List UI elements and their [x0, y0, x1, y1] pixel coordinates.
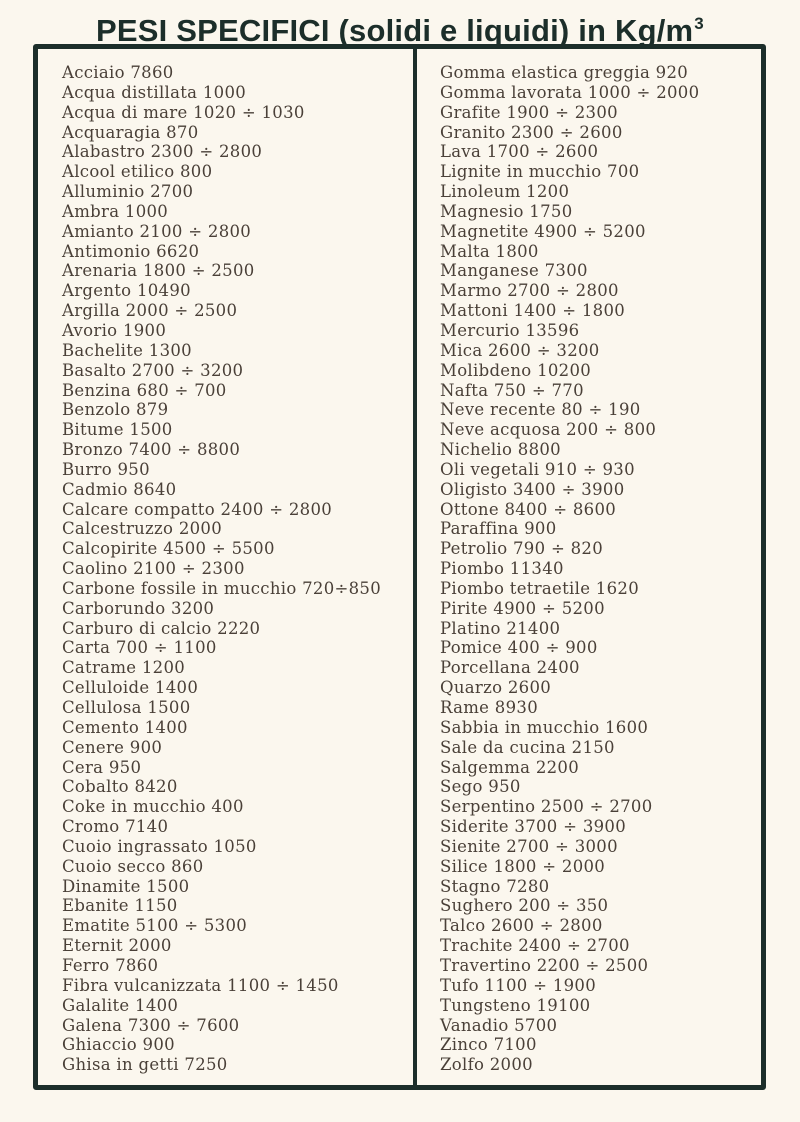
list-item: Rame 8930	[440, 698, 538, 717]
list-item: Neve recente 80 ÷ 190	[440, 400, 641, 420]
list-item: Sienite 2700 ÷ 3000	[440, 836, 618, 856]
list-item: Mica 2600 ÷ 3200	[440, 340, 600, 360]
list-item: Acqua distillata 1000	[62, 82, 247, 102]
list-item: Carbone fossile in mucchio 720÷850	[62, 578, 382, 598]
list-item: Arenaria 1800 ÷ 2500	[62, 261, 255, 281]
list-item: Oli vegetali 910 ÷ 930	[440, 459, 635, 479]
list-item: Molibdeno 10200	[440, 360, 592, 380]
list-item: Mattoni 1400 ÷ 1800	[440, 301, 626, 321]
list-item: Vanadio 5700	[440, 1015, 558, 1035]
list-item: Ferro 7860	[62, 955, 159, 975]
list-item: Gomma elastica greggia 920	[440, 63, 689, 82]
list-item: Alcool etilico 800	[62, 162, 213, 182]
list-item: Ebanite 1150	[62, 896, 178, 916]
list-item: Linoleum 1200	[440, 182, 570, 202]
right-column-list	[440, 63, 699, 1075]
list-item: Burro 950	[62, 459, 150, 479]
list-item: Calcopirite 4500 ÷ 5500	[62, 539, 275, 559]
list-item: Calcestruzzo 2000	[62, 519, 223, 539]
list-item: Platino 21400	[440, 618, 561, 638]
list-item: Malta 1800	[440, 241, 539, 261]
page-title-superscript: 3	[694, 14, 704, 33]
list-item: Porcellana 2400	[440, 658, 580, 678]
list-item: Talco 2600 ÷ 2800	[440, 916, 603, 936]
list-item: Celluloide 1400	[62, 678, 199, 698]
list-item: Acciaio 7860	[62, 63, 174, 82]
list-item: Bitume 1500	[62, 420, 173, 440]
list-item: Sughero 200 ÷ 350	[440, 896, 609, 916]
list-item: Tufo 1100 ÷ 1900	[440, 975, 597, 995]
list-item: Galalite 1400	[62, 995, 179, 1015]
list-item: Nafta 750 ÷ 770	[440, 380, 584, 400]
list-item: Mercurio 13596	[440, 320, 580, 340]
list-item: Amianto 2100 ÷ 2800	[62, 221, 252, 241]
list-item: Nichelio 8800	[440, 440, 561, 460]
list-item: Cemento 1400	[62, 717, 188, 737]
list-item: Pomice 400 ÷ 900	[440, 638, 598, 658]
list-item: Benzina 680 ÷ 700	[62, 380, 227, 400]
list-item: Avorio 1900	[62, 320, 167, 340]
left-column-list	[62, 63, 381, 1075]
column-divider	[413, 49, 417, 1085]
list-item: Paraffina 900	[440, 519, 557, 539]
list-item: Sego 950	[440, 777, 521, 797]
list-item: Magnetite 4900 ÷ 5200	[440, 221, 646, 241]
list-item: Cromo 7140	[62, 817, 169, 837]
list-item: Sabbia in mucchio 1600	[440, 717, 649, 737]
list-item: Galena 7300 ÷ 7600	[62, 1015, 240, 1035]
list-item: Basalto 2700 ÷ 3200	[62, 360, 244, 380]
list-item: Piombo 11340	[440, 559, 564, 579]
list-item: Bronzo 7400 ÷ 8800	[62, 440, 241, 460]
page-title	[0, 6, 800, 49]
list-item: Calcare compatto 2400 ÷ 2800	[62, 499, 333, 519]
list-item: Stagno 7280	[440, 876, 550, 896]
list-item: Piombo tetraetile 1620	[440, 578, 640, 598]
list-item: Carta 700 ÷ 1100	[62, 638, 217, 658]
list-item: Gomma lavorata 1000 ÷ 2000	[440, 82, 700, 102]
list-item: Alabastro 2300 ÷ 2800	[62, 142, 263, 162]
list-item: Fibra vulcanizzata 1100 ÷ 1450	[62, 975, 339, 995]
list-item: Petrolio 790 ÷ 820	[440, 539, 604, 559]
list-item: Siderite 3700 ÷ 3900	[440, 817, 627, 837]
list-item: Zinco 7100	[440, 1035, 537, 1055]
list-item: Dinamite 1500	[62, 876, 190, 896]
list-item: Carburo di calcio 2220	[62, 618, 261, 638]
list-item: Argilla 2000 ÷ 2500	[62, 301, 238, 321]
list-item: Acqua di mare 1020 ÷ 1030	[62, 102, 305, 122]
list-item: Lignite in mucchio 700	[440, 162, 640, 182]
list-item: Antimonio 6620	[62, 241, 200, 261]
list-item: Bachelite 1300	[62, 340, 192, 360]
list-item: Pirite 4900 ÷ 5200	[440, 598, 605, 618]
list-item: Granito 2300 ÷ 2600	[440, 122, 623, 142]
list-item: Alluminio 2700	[62, 182, 194, 202]
list-item: Caolino 2100 ÷ 2300	[62, 559, 245, 579]
list-item: Cuoio secco 860	[62, 856, 204, 876]
list-item: Oligisto 3400 ÷ 3900	[440, 479, 625, 499]
list-item: Carborundo 3200	[62, 598, 215, 618]
list-item: Silice 1800 ÷ 2000	[440, 856, 606, 876]
table-frame	[33, 44, 766, 1090]
list-item: Marmo 2700 ÷ 2800	[440, 281, 619, 301]
list-item: Tungsteno 19100	[440, 995, 591, 1015]
list-item: Sale da cucina 2150	[440, 737, 615, 757]
list-item: Neve acquosa 200 ÷ 800	[440, 420, 657, 440]
list-item: Salgemma 2200	[440, 757, 580, 777]
list-item: Ottone 8400 ÷ 8600	[440, 499, 617, 519]
list-item: Magnesio 1750	[440, 201, 573, 221]
list-item: Travertino 2200 ÷ 2500	[440, 955, 649, 975]
list-item: Coke in mucchio 400	[62, 797, 244, 817]
list-item: Benzolo 879	[62, 400, 169, 420]
list-item: Cobalto 8420	[62, 777, 178, 797]
page-title-text: PESI SPECIFICI (solidi e liquidi) in Kg/m	[96, 13, 694, 48]
list-item: Grafite 1900 ÷ 2300	[440, 102, 618, 122]
list-item: Cuoio ingrassato 1050	[62, 836, 257, 856]
list-item: Ematite 5100 ÷ 5300	[62, 916, 248, 936]
list-item: Quarzo 2600	[440, 678, 552, 698]
list-item: Acquaragia 870	[62, 122, 199, 142]
list-item: Cenere 900	[62, 737, 163, 757]
list-item: Eternit 2000	[62, 936, 172, 956]
list-item: Cellulosa 1500	[62, 698, 191, 717]
list-item: Lava 1700 ÷ 2600	[440, 142, 599, 162]
list-item: Serpentino 2500 ÷ 2700	[440, 797, 653, 817]
list-item: Manganese 7300	[440, 261, 588, 281]
list-item: Argento 10490	[62, 281, 191, 301]
list-item: Cadmio 8640	[62, 479, 177, 499]
list-item: Zolfo 2000	[440, 1055, 533, 1075]
list-item: Ghisa in getti 7250	[62, 1055, 228, 1075]
list-item: Ambra 1000	[62, 201, 169, 221]
list-item: Catrame 1200	[62, 658, 186, 678]
list-item: Cera 950	[62, 757, 142, 777]
list-item: Ghiaccio 900	[62, 1035, 175, 1055]
list-item: Trachite 2400 ÷ 2700	[440, 936, 630, 956]
